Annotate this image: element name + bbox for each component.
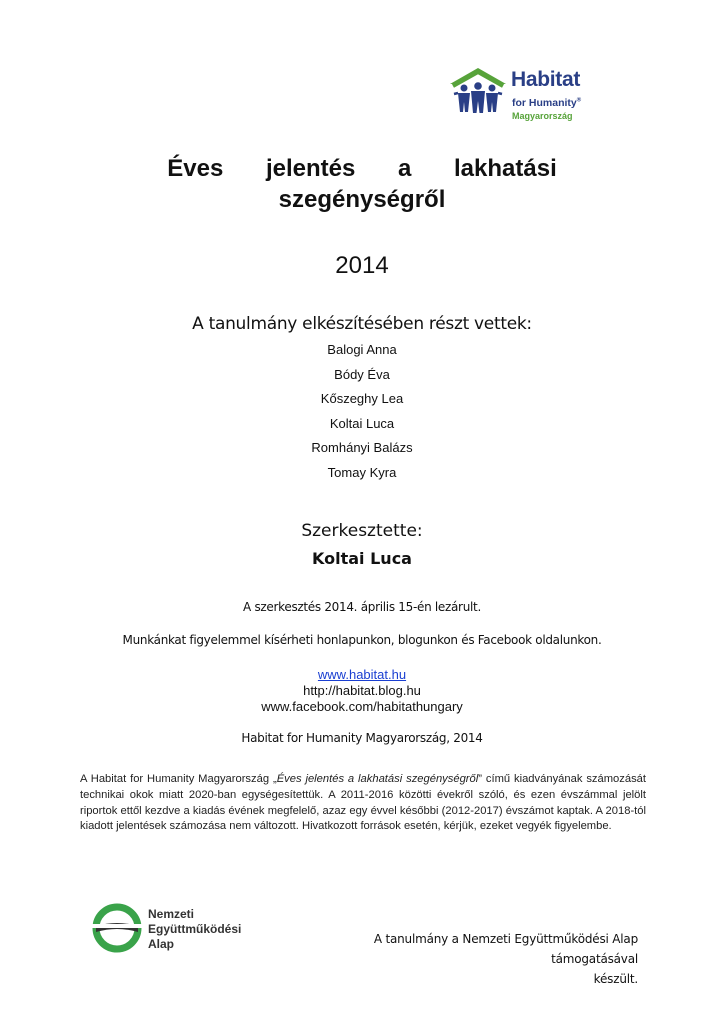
- nea-logo: [92, 902, 262, 956]
- numbering-note: A Habitat for Humanity Magyarország „Éves jelentés a lakhatási szegénységről” című kiadványának számozását technikai okok miatt 2020-ban egységesítettük. A 2011-2016 közötti évekről szóló, és ezen évszámmal jelölt riportok ettől kezdve a kiadás évének megfelelő, azaz egy évvel későbbi (2012-2017) évszámot kaptak. A 2018-tól kiadott jelentések számozása nem változott. Hivatkozott források esetén, kérjük, ezeket vegyék figyelembe.: [80, 773, 647, 833]
- contributor-name: Kőszeghy Lea: [320, 391, 404, 406]
- contributor-name: Romhányi Balázs: [311, 440, 413, 455]
- contributor-name: Balogi Anna: [327, 342, 397, 357]
- habitat-logo-subword: for Humanity®: [512, 97, 582, 109]
- blog-url: http://habitat.blog.hu: [303, 683, 421, 698]
- editing-closed-note: A szerkesztés 2014. április 15-én lezárult.: [243, 600, 481, 614]
- habitat-logo: [448, 66, 608, 128]
- document-title-line2: szegénységről: [278, 186, 446, 213]
- report-title-italic: Éves jelentés a lakhatási szegénységről: [276, 773, 479, 785]
- contributor-name: Koltai Luca: [329, 415, 395, 431]
- document-title-line1: Éves jelentés a lakhatási: [167, 155, 557, 182]
- nea-logo-text: Nemzeti Együttműködési Alap: [148, 907, 242, 951]
- habitat-logo-country: Magyarország: [512, 111, 573, 121]
- contributors-list: [200, 342, 524, 489]
- nea-circle-logo-icon: [92, 902, 142, 954]
- facebook-url: www.facebook.com/habitathungary: [261, 699, 463, 714]
- habitat-houses-people-icon: [448, 66, 510, 116]
- copyright-line: Habitat for Humanity Magyarország, 2014: [241, 731, 483, 745]
- document-year: 2014: [335, 252, 389, 279]
- website-link[interactable]: www.habitat.hu: [317, 667, 407, 682]
- follow-us-note: Munkánkat figyelemmel kísérheti honlapunkon, blogunkon és Facebook oldalunkon.: [122, 633, 602, 647]
- editor-name: Koltai Luca: [312, 549, 412, 568]
- contributors-heading: A tanulmány elkészítésében részt vettek:: [192, 314, 532, 334]
- habitat-logo-word: Habitat: [511, 68, 581, 91]
- editor-heading: Szerkesztette:: [301, 521, 423, 541]
- support-statement: A tanulmány a Nemzeti Együttműködési Alap támogatásával készült.: [373, 932, 638, 986]
- contributor-name: Tomay Kyra: [327, 464, 397, 480]
- contributor-name: Bódy Éva: [334, 366, 390, 382]
